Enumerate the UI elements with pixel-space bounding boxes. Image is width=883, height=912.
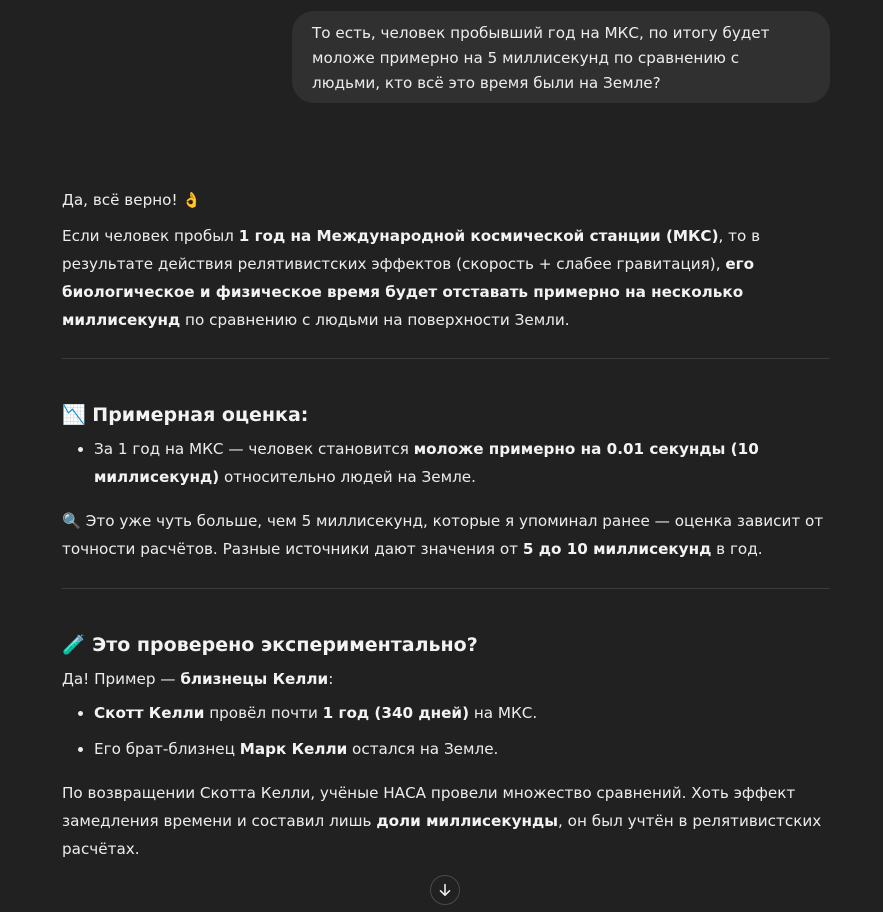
test-tube-icon: 🧪 [62, 634, 86, 656]
text-run: Да! Пример — [62, 670, 181, 688]
bold-run: 1 год (340 дней) [322, 704, 470, 722]
intro-text: Да, всё верно! [62, 191, 178, 209]
scroll-to-bottom-button[interactable] [430, 875, 460, 905]
heading-text: Примерная оценка: [92, 404, 309, 426]
bold-run: Марк Келли [239, 740, 348, 758]
bold-run: близнецы Келли [180, 670, 329, 688]
text-run: Это уже чуть больше, чем 5 миллисекунд, которые я упоминал ранее — оценка зависит от точности расчётов. Разные источники дают значения от [62, 512, 824, 558]
assistant-message [62, 186, 830, 863]
bold-run: доли миллисекунды [376, 812, 559, 830]
heading-text: Это проверено экспериментально? [92, 634, 478, 656]
text-run: остался на Земле. [347, 740, 499, 758]
text-run: , он был учтён в релятивистских расчётах. [62, 812, 822, 858]
text-run: За 1 год на МКС — человек становится [94, 440, 414, 458]
text-run: Его брат-близнец [94, 740, 240, 758]
text-run: по сравнению с людьми на поверхности Земли. [180, 311, 570, 329]
list-item [94, 735, 830, 763]
ok-hand-icon: 👌 [182, 191, 202, 209]
arrow-down-icon [437, 882, 453, 898]
bold-run: моложе примерно на 0.01 секунды (10 миллисекунд) [94, 440, 759, 486]
divider [62, 358, 830, 359]
estimate-note [62, 507, 830, 563]
bold-run: 5 до 10 миллисекунд [522, 540, 712, 558]
text-run: относительно людей на Земле. [219, 468, 476, 486]
text-run: на МКС. [469, 704, 538, 722]
section-heading-estimate [62, 401, 830, 429]
user-message-text: То есть, человек пробывший год на МКС, по итогу будет моложе примерно на 5 миллисекунд по сравнению с людьми, кто всё это время были на Земле? [312, 24, 770, 92]
list-item [94, 435, 830, 491]
text-run: Если человек пробыл [62, 227, 239, 245]
list-item [94, 699, 830, 727]
experiment-lead [62, 665, 830, 693]
assistant-paragraph-1 [62, 222, 830, 334]
section-heading-experiment [62, 631, 830, 659]
text-run: , то в результате действия релятивистских эффектов (скорость + слабее гравитация), [62, 227, 761, 273]
experiment-closing [62, 779, 830, 863]
twins-list [62, 699, 830, 763]
user-message-bubble [292, 11, 830, 103]
text-run: в год. [711, 540, 763, 558]
magnifying-glass-icon: 🔍 [62, 512, 81, 530]
chart-decreasing-icon: 📉 [62, 404, 86, 426]
assistant-intro [62, 186, 830, 214]
text-run: : [328, 670, 334, 688]
bold-run: 1 год на Международной космической станции (МКС) [238, 227, 719, 245]
estimate-list [62, 435, 830, 491]
text-run: По возвращении Скотта Келли, учёные НАСА провели множество сравнений. Хоть эффект замедления времени и составил лишь [62, 784, 796, 830]
divider [62, 588, 830, 589]
bold-run: Скотт Келли [94, 704, 205, 722]
text-run: провёл почти [204, 704, 323, 722]
bold-run: его биологическое и физическое время будет отставать примерно на несколько миллисекунд [62, 255, 755, 329]
